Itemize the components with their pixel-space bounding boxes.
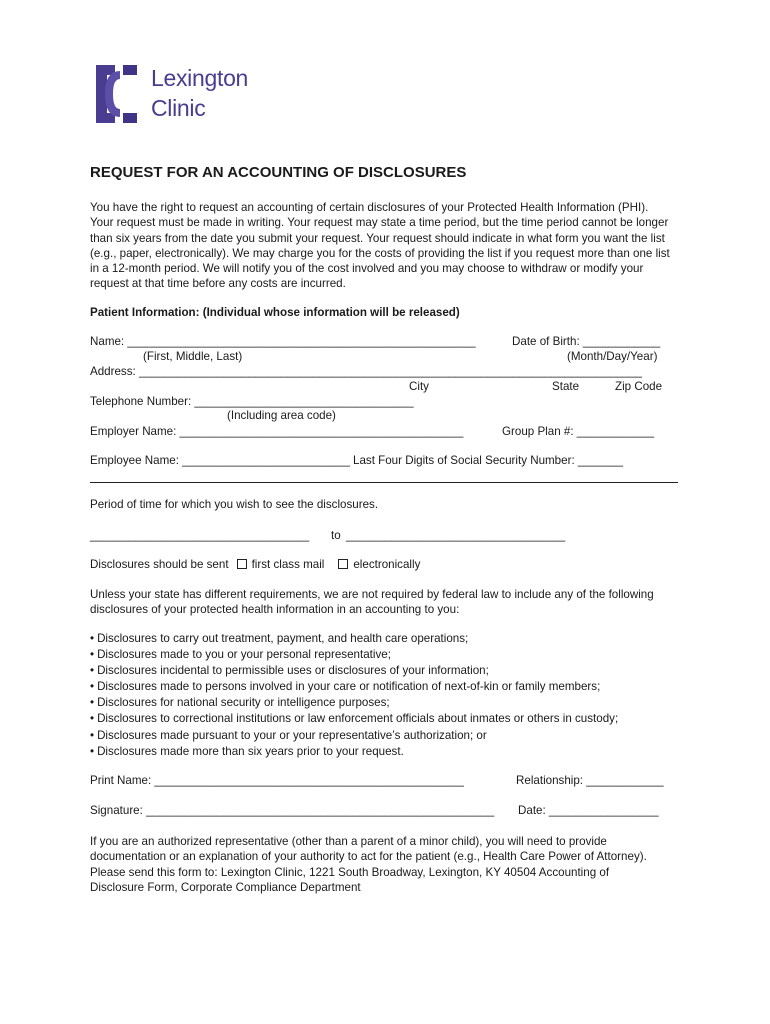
logo-line-2: Clinic	[151, 95, 206, 121]
send-method-label: Disclosures should be sent	[90, 558, 229, 571]
footer-paragraph: If you are an authorized representative (other than a parent of a minor child), you will need to provide documentation or an explanation of your authority to act for the patient (e.g., Health Care Power of Attorney). Please send this form to: Lexington Clinic, 1221 South Broadway, Lexington, KY 40504 Accounting of Disclosure Form, Corporate Compliance Department	[90, 835, 647, 894]
list-item: • Disclosures made to you or your personal representative;	[90, 647, 618, 663]
employer-field[interactable]: Employer Name: ____________________________________________	[90, 425, 464, 438]
zip-hint: Zip Code	[615, 380, 663, 393]
telephone-field[interactable]: Telephone Number: __________________________________	[90, 395, 414, 408]
name-hint: (First, Middle, Last)	[143, 350, 243, 363]
employee-field[interactable]: Employee Name: __________________________ Last Four Digits of Social Security Number: _______	[90, 454, 624, 467]
list-item: • Disclosures made to persons involved in your care or notification of next-of-kin or family members;	[90, 679, 618, 695]
city-hint: City	[409, 380, 429, 393]
relationship-field[interactable]: Relationship: ____________	[516, 774, 664, 787]
print-name-field[interactable]: Print Name: ________________________________________________	[90, 774, 464, 787]
list-item: • Disclosures made pursuant to your or your representative’s authorization; or	[90, 728, 618, 744]
period-from-field[interactable]: __________________________________	[90, 529, 310, 542]
dob-field[interactable]: Date of Birth: ____________	[512, 335, 661, 348]
signature-field[interactable]: Signature: ______________________________________________________	[90, 804, 495, 817]
first-class-mail-checkbox[interactable]	[237, 559, 247, 569]
name-field[interactable]: Name: ______________________________________________________	[90, 335, 476, 348]
divider	[90, 482, 678, 483]
list-item: • Disclosures to carry out treatment, payment, and health care operations;	[90, 631, 618, 647]
state-hint: State	[552, 380, 580, 393]
group-plan-field[interactable]: Group Plan #: ____________	[502, 425, 655, 438]
period-to-word: to	[331, 529, 341, 542]
patient-info-heading: Patient Information: (Individual whose information will be released)	[90, 306, 460, 319]
first-class-mail-label: first class mail	[251, 558, 325, 571]
clinic-logo-mark	[93, 63, 143, 125]
list-item: • Disclosures made more than six years prior to your request.	[90, 744, 618, 760]
page-title: REQUEST FOR AN ACCOUNTING OF DISCLOSURES	[90, 164, 467, 181]
logo-line-1: Lexington	[151, 65, 249, 91]
telephone-hint: (Including area code)	[227, 409, 336, 422]
list-item: • Disclosures for national security or intelligence purposes;	[90, 695, 618, 711]
electronically-checkbox[interactable]	[338, 559, 348, 569]
dob-hint: (Month/Day/Year)	[567, 350, 658, 363]
electronically-label: electronically	[353, 558, 421, 571]
list-item: • Disclosures to correctional institutions or law enforcement officials about inmates or others in custody;	[90, 711, 618, 727]
exclusions-paragraph: Unless your state has different requirements, we are not required by federal law to include any of the following disclosures of your protected health information in an accounting to you:	[90, 588, 654, 617]
exclusions-list	[90, 631, 618, 760]
period-label: Period of time for which you wish to see the disclosures.	[90, 498, 379, 511]
list-item: • Disclosures incidental to permissible uses or disclosures of your information;	[90, 663, 618, 679]
send-method-row	[90, 558, 420, 571]
clinic-logo	[93, 63, 273, 127]
period-to-field[interactable]: __________________________________	[346, 529, 566, 542]
address-field[interactable]: Address: ______________________________________________________________________________	[90, 365, 642, 378]
intro-paragraph: You have the right to request an accounting of certain disclosures of your Protected Health Information (PHI). Your request must be made in writing. Your request may state a time period, but the time period cannot be longer than six years from the date you submit your request. Your request should indicate in what form you want the list (e.g., paper, electronically). We may charge you for the costs of providing the list if you request more than one list in a 12-month period. We will notify you of the cost involved and you may choose to withdraw or modify your request at that time before any costs are incurred.	[90, 201, 670, 291]
date-field[interactable]: Date: _________________	[518, 804, 659, 817]
